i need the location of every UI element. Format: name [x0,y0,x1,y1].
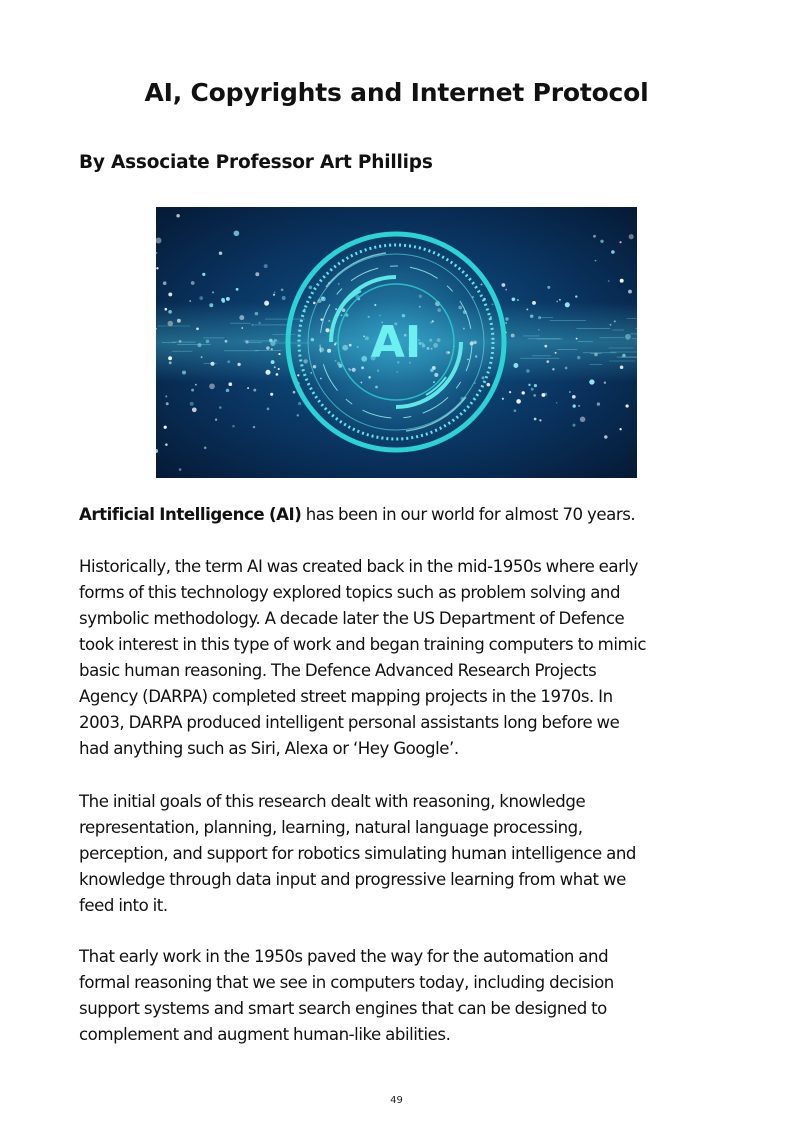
paragraph-line: The initial goals of this research dealt with reasoning, knowledge [79,792,586,811]
paragraph-goals [79,789,719,919]
paragraph-line: Agency (DARPA) completed street mapping projects in the 1970s. In [79,687,613,706]
paragraph-line: formal reasoning that we see in computers today, including decision [79,973,614,992]
hero-ai-label: AI [370,317,422,368]
paragraph-line: basic human reasoning. The Defence Advanced Research Projects [79,661,597,680]
page-number: 49 [390,1095,403,1106]
paragraph-intro [79,502,719,528]
ai-hero-image [156,207,637,478]
author-byline: By Associate Professor Art Phillips [79,152,433,173]
paragraph-line: had anything such as Siri, Alexa or ‘Hey Google’. [79,739,459,758]
paragraph-line: perception, and support for robotics simulating human intelligence and [79,844,636,863]
paragraph-legacy [79,944,719,1048]
paragraph-line: That early work in the 1950s paved the way for the automation and [79,947,609,966]
paragraph-line: representation, planning, learning, natural language processing, [79,818,583,837]
paragraph-line: forms of this technology explored topics such as problem solving and [79,583,621,602]
paragraph-line: feed into it. [79,896,168,915]
paragraph-line: support systems and smart search engines that can be designed to [79,999,607,1018]
intro-bold-lead: Artificial Intelligence (AI) [79,505,302,524]
paragraph-line: symbolic methodology. A decade later the US Department of Defence [79,609,625,628]
paragraph-line: took interest in this type of work and began training computers to mimic [79,635,647,654]
paragraph-line: 2003, DARPA produced intelligent personal assistants long before we [79,713,620,732]
paragraph-history [79,554,719,762]
paragraph-line: complement and augment human-like abilities. [79,1025,451,1044]
page-title: AI, Copyrights and Internet Protocol [144,78,649,107]
paragraph-line: Historically, the term AI was created back in the mid-1950s where early [79,557,639,576]
paragraph-line: knowledge through data input and progressive learning from what we [79,870,626,889]
intro-rest: has been in our world for almost 70 years. [301,505,636,524]
